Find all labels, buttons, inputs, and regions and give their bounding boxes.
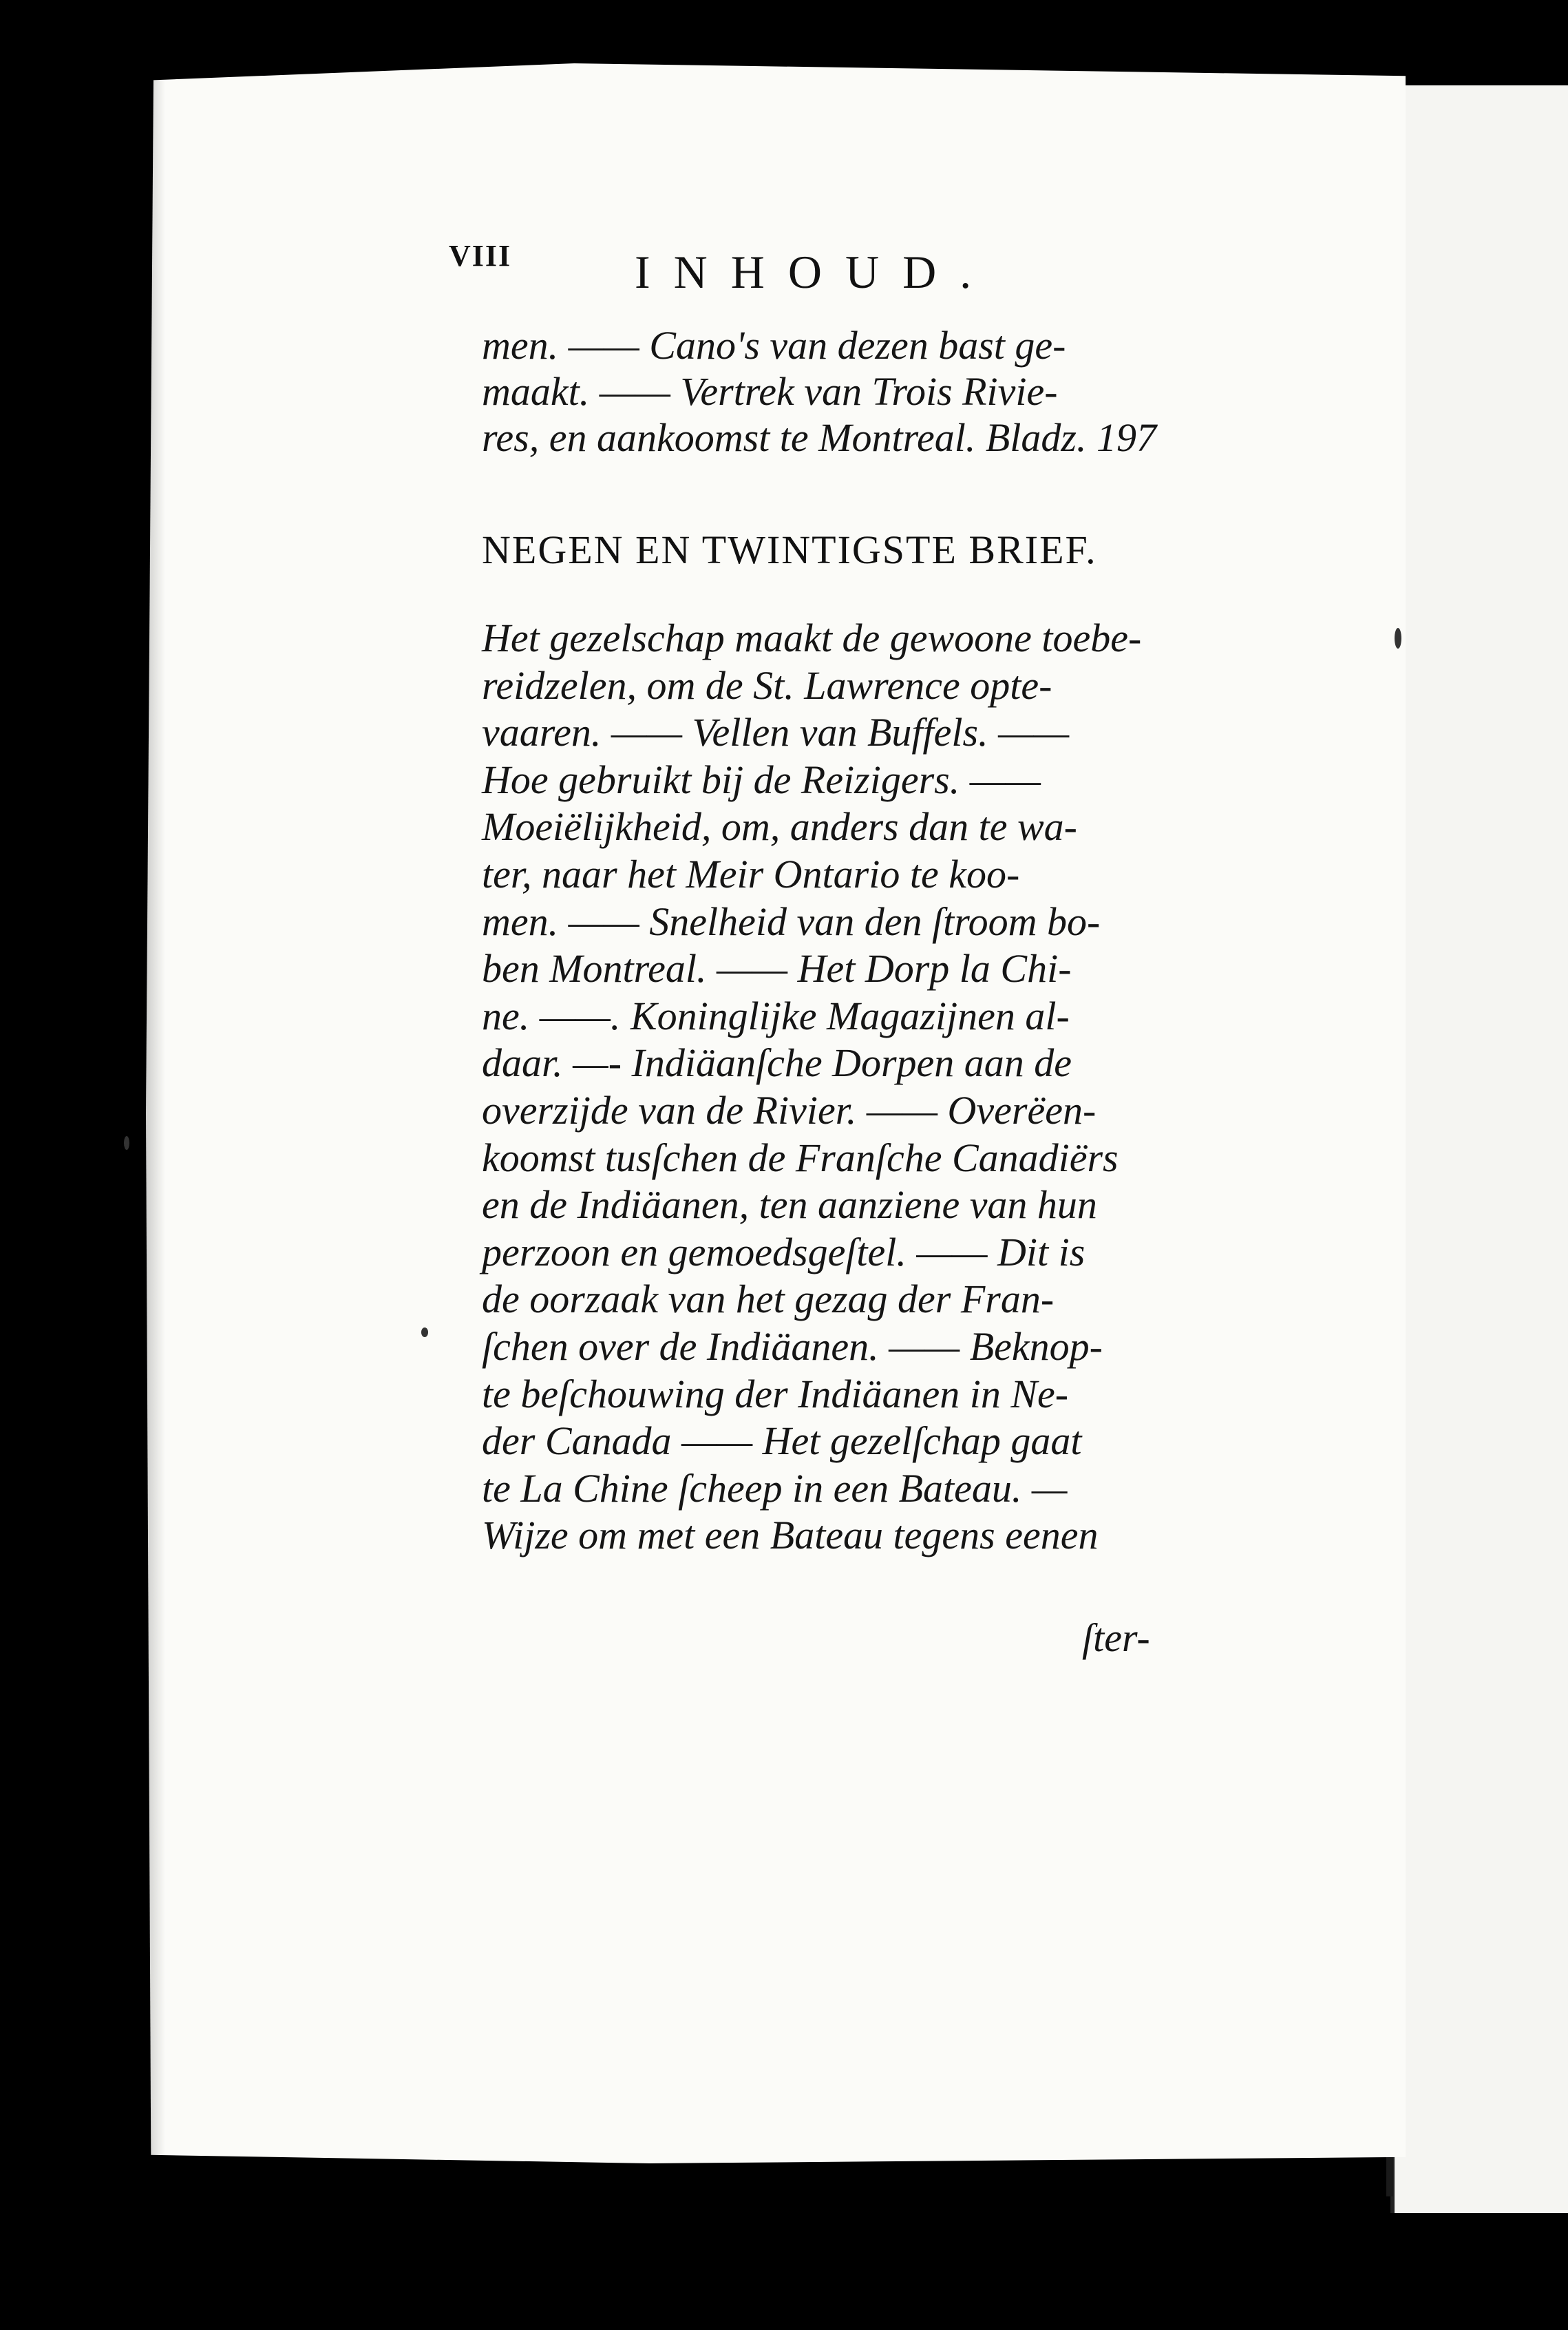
text-line: res, en aankoomst te Montreal. Bladz. 197 [482, 415, 1156, 460]
facing-page-edge [1390, 85, 1568, 2213]
text-line: der Canada —— Het gezelſchap gaat [482, 1418, 1082, 1464]
running-title: INHOUD. [635, 246, 995, 298]
ink-speck [124, 1136, 129, 1150]
text-line: reidzelen, om de St. Lawrence opte- [482, 662, 1052, 708]
text-line: Wijze om met een Bateau tegens eenen [482, 1513, 1099, 1558]
text-line: ben Montreal. —— Het Dorp la Chi- [482, 946, 1072, 991]
text-line: vaaren. —— Vellen van Buffels. —— [482, 710, 1070, 755]
ink-speck [1395, 628, 1401, 649]
catchword: ſter- [1082, 1615, 1150, 1660]
text-line: en de Indiäanen, ten aanziene van hun [482, 1182, 1097, 1228]
page-number: VIII [449, 239, 512, 273]
text-line: ter, naar het Meir Ontario te koo- [482, 851, 1020, 896]
text-line: te La Chine ſcheep in een Bateau. — [482, 1465, 1068, 1511]
summary-block [482, 615, 1142, 1560]
text-line: daar. —- Indiäanſche Dorpen aan de [482, 1040, 1072, 1086]
text-line: overzijde van de Rivier. —— Overëen- [482, 1087, 1096, 1133]
text-line: ſchen over de Indiäanen. —— Beknop- [482, 1323, 1103, 1369]
text-line: Hoe gebruikt bij de Reizigers. —— [482, 757, 1041, 802]
text-line: ne. ——. Koninglijke Magazijnen al- [482, 993, 1070, 1038]
text-line: Het gezelschap maakt de gewoone toebe- [482, 616, 1142, 660]
text-line: de oorzaak van het gezag der Fran- [482, 1277, 1055, 1322]
letter-heading: NEGEN EN TWINTIGSTE BRIEF. [482, 527, 1097, 572]
text-line: koomst tusſchen de Franſche Canadiërs [482, 1135, 1119, 1180]
text-line: perzoon en gemoedsgeſtel. —— Dit is [482, 1229, 1085, 1274]
text-line: Moeiëlijkheid, om, anders dan te wa- [482, 804, 1077, 850]
text-line: te beſchouwing der Indiäanen in Ne- [482, 1371, 1069, 1416]
text-line: men. —— Cano's van dezen bast ge- [482, 323, 1066, 368]
text-line: maakt. —— Vertrek van Trois Rivie- [482, 369, 1058, 414]
ink-speck [421, 1327, 428, 1337]
continuation-block [482, 322, 1156, 461]
text-line: men. —— Snelheid van den ſtroom bo- [482, 899, 1101, 944]
